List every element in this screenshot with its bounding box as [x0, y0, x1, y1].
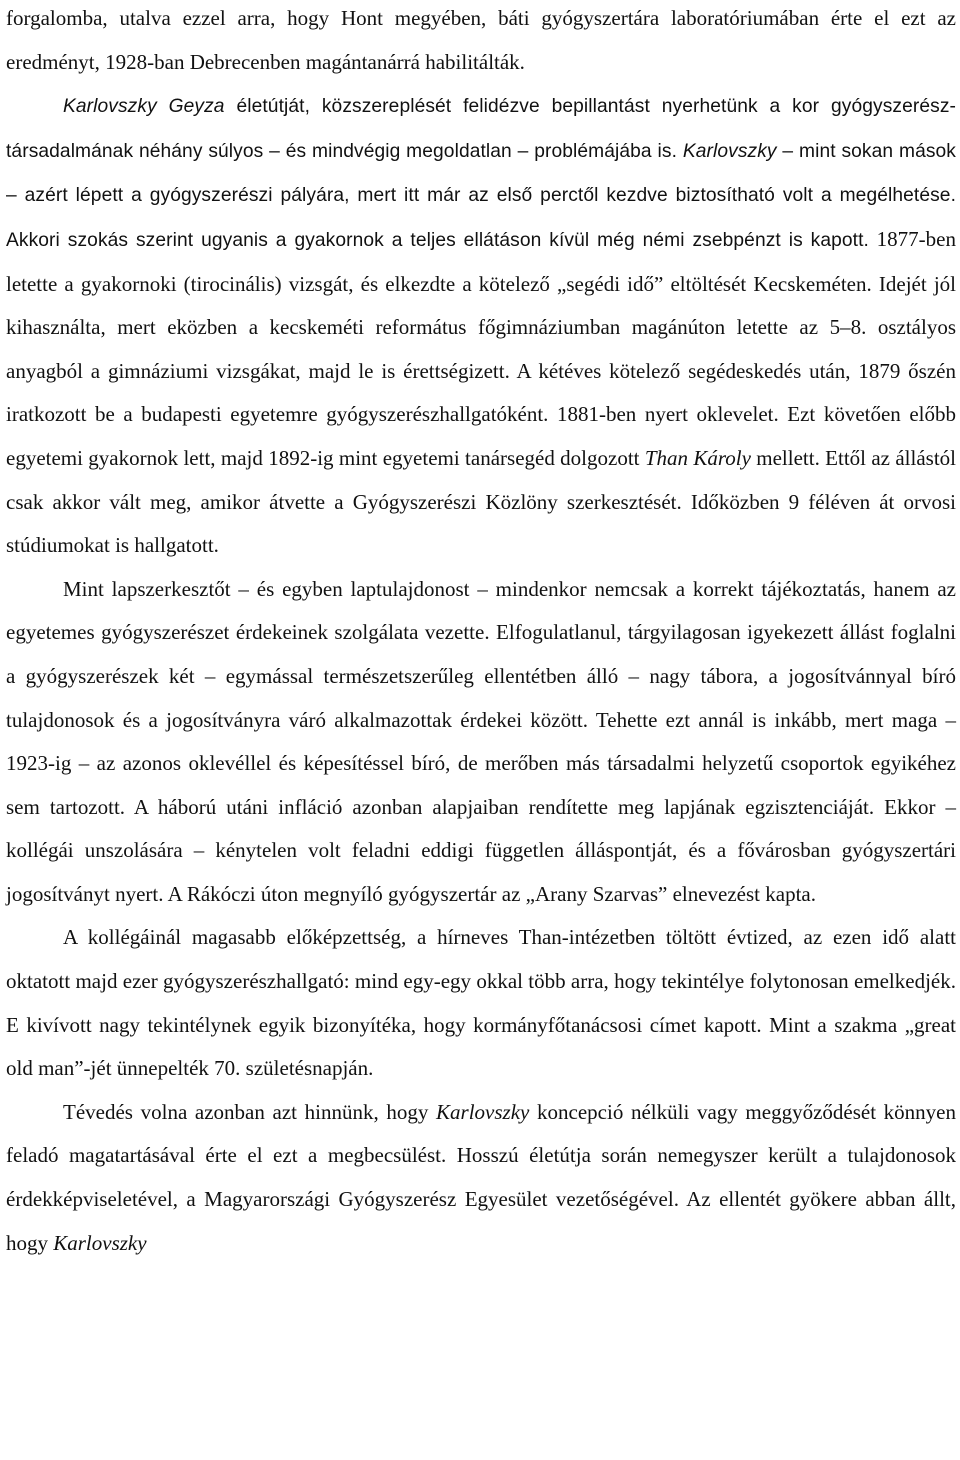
paragraph-continuation	[6, 0, 956, 84]
paragraph-text: Tévedés volna azonban azt hinnünk, hogy	[63, 1099, 437, 1124]
paragraph-editor	[6, 568, 956, 917]
paragraph-text: Mint lapszerkesztőt – és egyben laptulajdonost – mindenkor nemcsak a korrekt tájékoztatás, hanem az egyetemes gyógyszerészet érdekeinek szolgálata vezette. Elfogulatlanul, tárgyilagosan igyekezett állást foglalni a gyógyszerészek két – egymással természetszerűleg ellentétben álló – nagy tábora, a jogosítvánnyal bíró tulajdonosok és a jogosítványra váró alkalmazottak érdekei között. Tehette ezt annál is inkább, mert maga – 1923-ig – az azonos oklevéllel és képesítéssel bíró, de merőben más társadalmi helyzetű csoportok egyikéhez sem tartozott. A háború utáni infláció azonban alapjaiban rendítette meg lapjának egzisztenciáját. Ekkor – kollégái unszolására – kénytelen volt feladni eddigi független álláspontját, és a fővárosban gyógyszertári jogosítványt nyert. A Rákóczi úton megnyíló gyógyszertár az „Arany Szarvas” elnevezést kapta.	[6, 576, 956, 906]
paragraph-text: A kollégáinál magasabb előképzettség, a hírneves Than-intézetben töltött évtized, az ezen idő alatt oktatott majd ezer gyógyszerészhallgató: mind egy-egy okkal több arra, hogy tekintélye folytonosan emelkedjék. E kivívott nagy tekintélynek egyik bizonyítéka, hogy kormányfőtanácsosi címet kapott. Mint a szakma „great old man”-jét ünnepelték 70. születésnapján.	[6, 925, 956, 1081]
person-name: Than Károly	[644, 445, 751, 470]
person-name: Karlovszky Geyza	[63, 96, 225, 118]
paragraph-text: koncepció nélküli vagy meggyőződését könnyen feladó magatartásával érte el ezt a megbecsülést. Hosszú életútja során nemegyszer került a tulajdonosok érdekképviseletével, a Magyarországi Gyógyszerész Egyesület vezetőségével. Az ellentét gyökere abban állt, hogy	[6, 1099, 957, 1255]
paragraph-text: 1877-ben letette a gyakornoki (tirocinális) vizsgát, és elkezdte a kötelező „segédi idő” eltöltését Kecskeméten. Idejét jól kihasználta, mert eközben a kecskeméti református főgimnáziumban magánúton letette az 5–8. osztályos anyagból a gimnáziumi vizsgákat, majd le is érettségizett. A kétéves kötelező segédeskedés után, 1879 őszén iratkozott be a budapesti egyetemre gyógyszerészhallgatóként. 1881-ben nyert oklevelet. Ezt követően előbb egyetemi gyakornok lett, majd 1892-ig mint egyetemi tanársegéd dolgozott	[6, 226, 956, 470]
paragraph-text: életútját, közszereplését felidézve bepillantást nyerhetünk a kor gyógyszerész-társadalmának néhány súlyos – és mindvégig megoldatlan – problémájába is.	[6, 96, 956, 162]
paragraph-text: forgalomba, utalva ezzel arra, hogy Hont megyében, báti gyógyszertára laboratóriumában érte el ezt az eredményt, 1928-ban Debrecenben magántanárrá habilitálták.	[6, 6, 956, 74]
paragraph-career	[6, 84, 956, 568]
paragraph-reputation	[6, 916, 956, 1090]
person-name: Karlovszky	[682, 140, 777, 162]
paragraph-text: Akkori szokás szerint ugyanis a gyakornok a teljes ellátáson kívül még némi zsebpénzt is kapott.	[6, 229, 869, 251]
paragraph-text: – mint sokan mások – azért lépett a gyógyszerészi pályára, mert itt már az első perctől kezdve biztosítható volt a megélhetése.	[6, 140, 956, 207]
person-name: Karlovszky	[53, 1230, 147, 1255]
paragraph-text: mellett. Ettől az állástól csak akkor vált meg, amikor átvette a Gyógyszerészi Közlöny szerkesztését. Időközben 9 féléven át orvosi stúdiumokat is hallgatott.	[6, 445, 956, 558]
person-name: Karlovszky	[436, 1099, 530, 1124]
paragraph-conflict	[6, 1091, 956, 1265]
